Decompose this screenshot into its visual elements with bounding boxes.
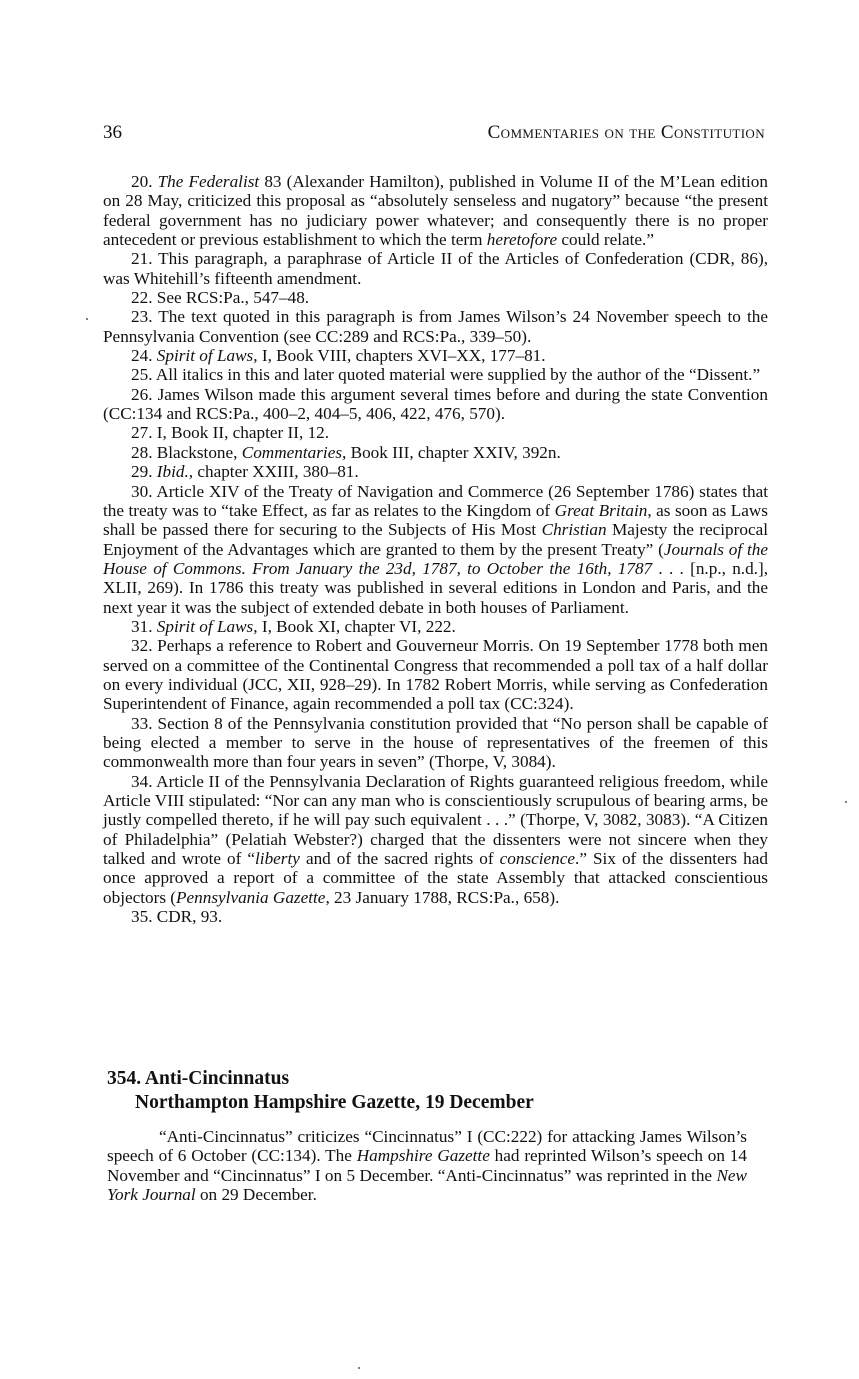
scan-speck [845,801,847,803]
text-run: 25. All italics in this and later quoted material were supplied by the author of the “Dissent.” [131,365,761,385]
text-run: , Book III, chapter XXIV, 392n. [342,442,561,462]
italic-run: Hampshire Gazette [356,1146,490,1166]
text-run: , I, Book XI, chapter VI, 222. [253,616,456,636]
text-run: 31. [131,616,157,636]
italic-run: Spirit of Laws [156,346,254,366]
footnote [103,462,768,481]
italic-run: Great Britain [554,500,648,520]
footnote [103,423,768,442]
footnote [103,617,768,636]
italic-run: conscience [499,849,576,869]
footnote [103,772,768,907]
italic-run: Christian [541,520,607,540]
footnote [103,249,768,288]
text-run: could relate.” [557,230,654,250]
page-number: 36 [103,122,122,143]
scan-speck [358,1367,360,1369]
italic-run: Ibid. [156,462,189,482]
text-run: had reprinted Wilson’s speech on 14 November and “Cincinnatus” I on 5 December. “Anti-Cincinnatus” was reprinted in the [107,1146,747,1185]
footnotes [103,172,768,926]
italic-run: Pennsylvania Gazette [176,887,326,907]
footnote [103,288,768,307]
running-head: Commentaries on the Constitution [487,122,765,143]
text-run: Majesty the reciprocal Enjoyment of the Advantages which are granted to them by the present Treaty” ( [103,520,768,559]
text-run: 33. Section 8 of the Pennsylvania constitution provided that “No person shall be capable of being elected a member to serve in the house of representatives of the freemen of this commonwealth more than four years in seven” (Thorpe, V, 3084). [103,713,768,772]
section-title: 354. Anti-Cincinnatus [107,1068,290,1089]
text-run: “Anti-Cincinnatus” criticizes “Cincinnatus” I (CC:222) for attacking James Wilson’s speech of 6 October (CC:134). The [107,1127,747,1166]
footnote [103,714,768,772]
text-run: , I, Book VIII, chapters XVI–XX, 177–81. [253,346,546,366]
headnote-text [107,1127,747,1205]
text-run: 29. [131,462,157,482]
footnote [103,385,768,424]
text-run: 34. Article II of the Pennsylvania Declaration of Rights guaranteed religious freedom, while Article VIII stipulated: “Nor can any man who is conscientiously scrupulous of bearing arms, be justly compelled thereto, if he will pay such equivalent . . .” (Thorpe, V, 3082, 3083). “A Citizen of Philadelphia” (Pelatiah Webster?) charged that the dissenters were not sincere when they talked and wrote of “ [103,771,768,869]
text-run: and of the sacred rights of [299,849,500,869]
italic-run: Journals of the House of Commons. From January the 23d, 1787, to October the 16th, 1787 [103,539,768,578]
text-run: 26. James Wilson made this argument several times before and during the state Convention (CC:134 and RCS:Pa., 400–2, 404–5, 406, 422, 476, 570). [103,384,768,424]
page-header [103,122,765,148]
text-run: . . . [n.p., n.d.], XLII, 269). In 1786 this treaty was published in several editions in London and Paris, and the next year it was the subject of extended debate in both houses of Parliament. [103,558,768,617]
footnote [103,636,768,713]
italic-run: Spirit of Laws [156,616,254,636]
text-run: 28. Blackstone, [131,442,242,462]
italic-run: New York Journal [107,1165,747,1205]
text-run: 20. [131,172,158,191]
footnote [103,907,768,926]
text-run: 21. This paragraph, a paraphrase of Article II of the Articles of Confederation (CDR, 86), was Whitehill’s fifteenth amendment. [103,249,768,288]
text-run: 22. See RCS:Pa., 547–48. [131,288,310,308]
text-run: , chapter XXIII, 380–81. [188,462,359,482]
footnote [103,172,768,249]
text-run: 27. I, Book II, chapter II, 12. [131,423,330,443]
italic-run: liberty [255,849,300,869]
footnote [103,482,768,617]
text-run: 83 (Alexander Hamilton), published in Volume II of the M’Lean edition on 28 May, criticized this proposal as “absolutely senseless and nugatory” because “the present federal government has no judiciary power whatever; and consequently there is no proper antecedent or previous establishment to which the term [103,172,768,250]
text-run: .” Six of the dissenters had once approved a report of a committee of the state Assembly that attacked conscientious objectors ( [103,849,768,907]
scan-speck [86,318,88,320]
document-section-heading [107,1067,767,1115]
text-run: 32. Perhaps a reference to Robert and Gouverneur Morris. On 19 September 1778 both men served on a committee of the Continental Congress that recommended a poll tax of a half dollar on every individual (JCC, XII, 928–29). In 1782 Robert Morris, while serving as Confederation Superintendent of Finance, again recommended a poll tax (CC:324). [103,636,768,714]
section-subtitle: Northampton Hampshire Gazette, 19 December [135,1092,534,1113]
text-run: 35. CDR, 93. [131,907,223,927]
text-run: , 23 January 1788, RCS:Pa., 658). [325,887,560,907]
italic-run: The Federalist [157,172,260,191]
text-run: 23. The text quoted in this paragraph is from James Wilson’s 24 November speech to the Pennsylvania Convention (see CC:289 and RCS:Pa., 339–50). [103,307,768,346]
text-run: on 29 December. [195,1185,317,1205]
footnote [103,346,768,365]
text-run: 24. [131,346,157,366]
footnote [103,307,768,346]
footnote [103,443,768,462]
italic-run: heretofore [486,230,558,250]
text-run: , as soon as Laws shall be passed there for securing to the Subjects of His Most [103,500,768,540]
text-run: 30. Article XIV of the Treaty of Navigation and Commerce (26 September 1786) states that the treaty was to “take Effect, as far as relates to the Kingdom of [103,481,768,520]
headnote [107,1127,747,1205]
italic-run: Commentaries [241,442,343,462]
footnote [103,365,768,384]
